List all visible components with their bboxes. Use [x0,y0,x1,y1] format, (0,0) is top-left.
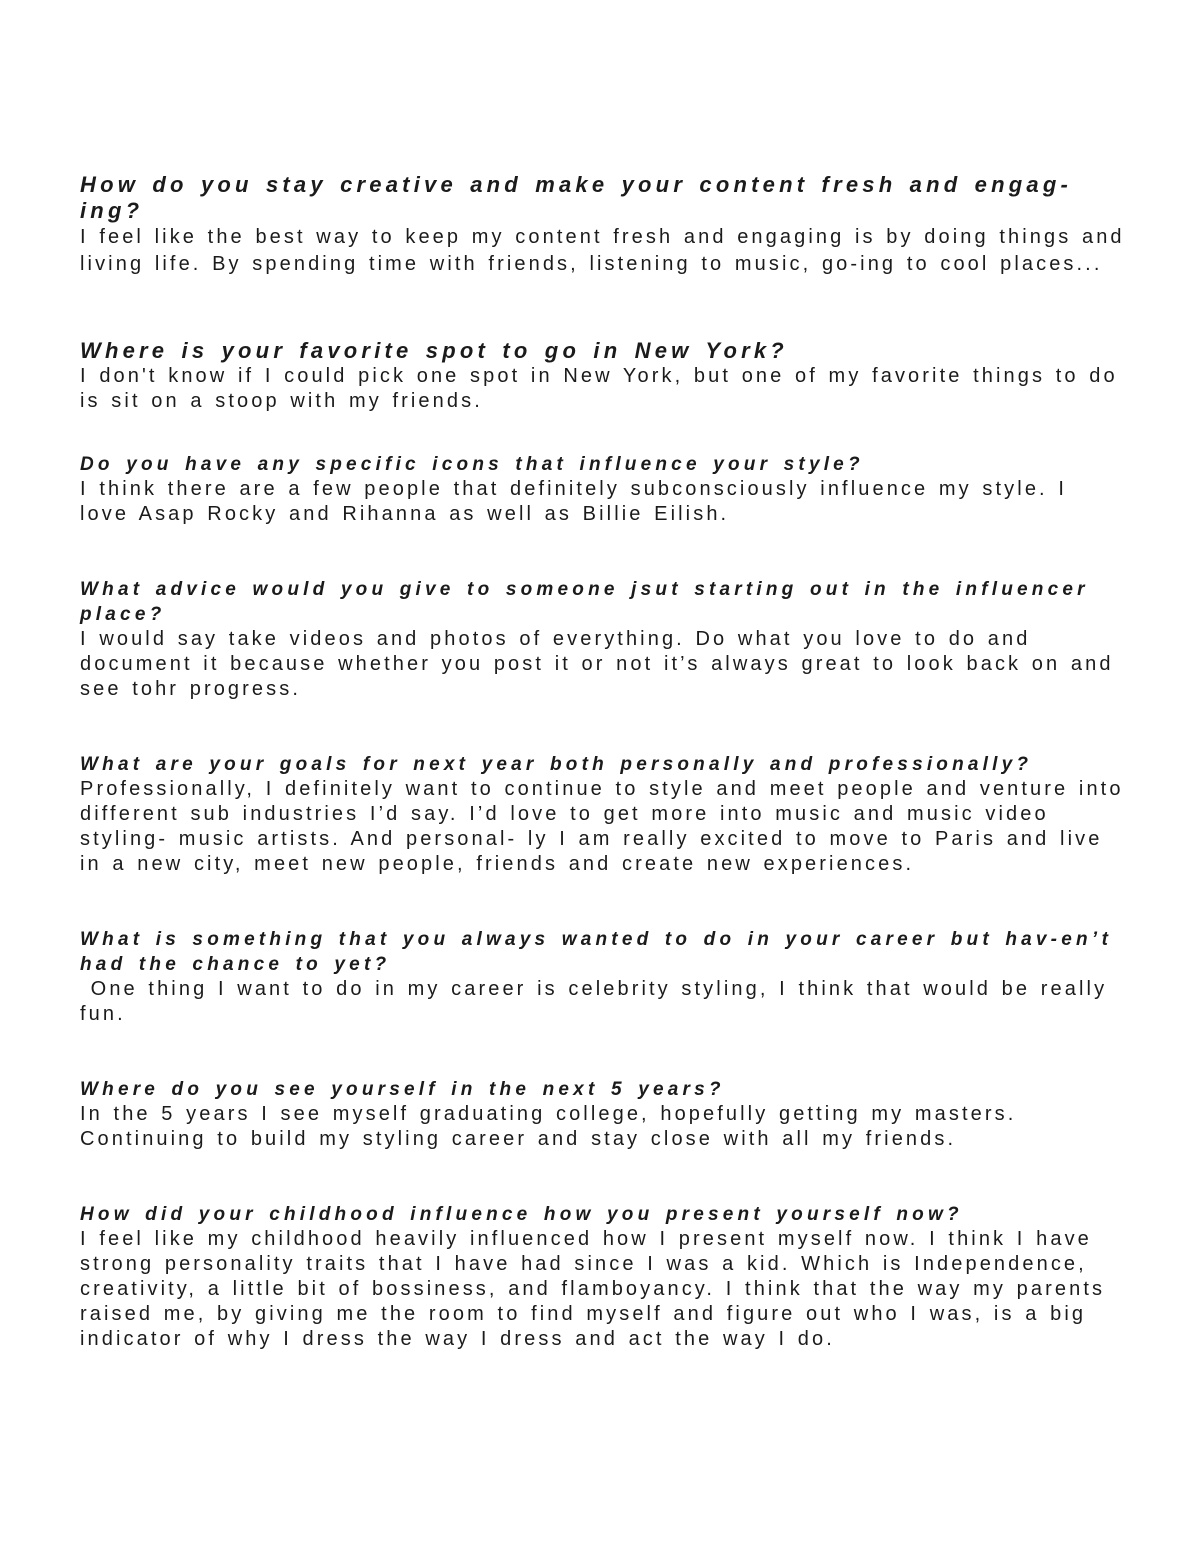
qa-block-style-icons [80,452,1125,527]
answer-text: Professionally, I definitely want to continue to style and meet people and venture into different sub industries I’d say. I’d love to get more into music and music video styling- music artists. And personal- ly I am really excited to move to Paris and live in a new city, meet new people, friends and create new experiences. [80,778,1124,875]
qa-block-creativity [80,172,1125,278]
answer-text: In the 5 years I see myself graduating college, hopefully getting my masters. Continuing to build my styling career and stay close with all my friends. [80,1103,1017,1150]
question-heading: Do you have any specific icons that influence your style? [80,454,864,475]
answer-text: I don't know if I could pick one spot in New York, but one of my favorite things to do is sit on a stoop with my friends. [80,365,1118,412]
qa-block-five-years [80,1077,1125,1152]
qa-block-advice [80,577,1125,702]
question-heading: What are your goals for next year both personally and professionally? [80,754,1033,775]
answer-text: I would say take videos and photos of everything. Do what you love to do and document it because whether you post it or not it’s always great to look back on and see tohr progress. [80,628,1114,700]
answer-text: I feel like my childhood heavily influenced how I present myself now. I think I have strong personality traits that I have had since I was a kid. Which is Independence, creativity, a little bit of bossiness, and flamboyancy. I think that the way my parents raised me, by giving me the room to find myself and figure out who I was, is a big indicator of why I dress the way I dress and act the way I do. [80,1228,1106,1350]
answer-text: I think there are a few people that definitely subconsciously influence my style. I love Asap Rocky and Rihanna as well as Billie Eilish. [80,478,1068,525]
question-heading: How do you stay creative and make your content fresh and engag-ing? [80,172,1072,223]
qa-block-career-wish [80,927,1125,1027]
qa-block-childhood [80,1202,1125,1352]
qa-block-goals [80,752,1125,877]
question-heading: Where is your favorite spot to go in New York? [80,338,788,363]
answer-text: One thing I want to do in my career is celebrity styling, I think that would be really fun. [80,978,1118,1025]
question-heading: Where do you see yourself in the next 5 years? [80,1079,725,1100]
answer-text: I feel like the best way to keep my content fresh and engaging is by doing things and living life. By spending time with friends, listening to music, go-ing to cool places... [80,226,1125,275]
question-heading: What advice would you give to someone jsut starting out in the influencer place? [80,579,1089,625]
qa-block-favorite-spot [80,338,1125,414]
question-heading: How did your childhood influence how you present yourself now? [80,1204,963,1225]
question-heading: What is something that you always wanted to do in your career but hav-en’t had the chance to yet? [80,929,1113,975]
